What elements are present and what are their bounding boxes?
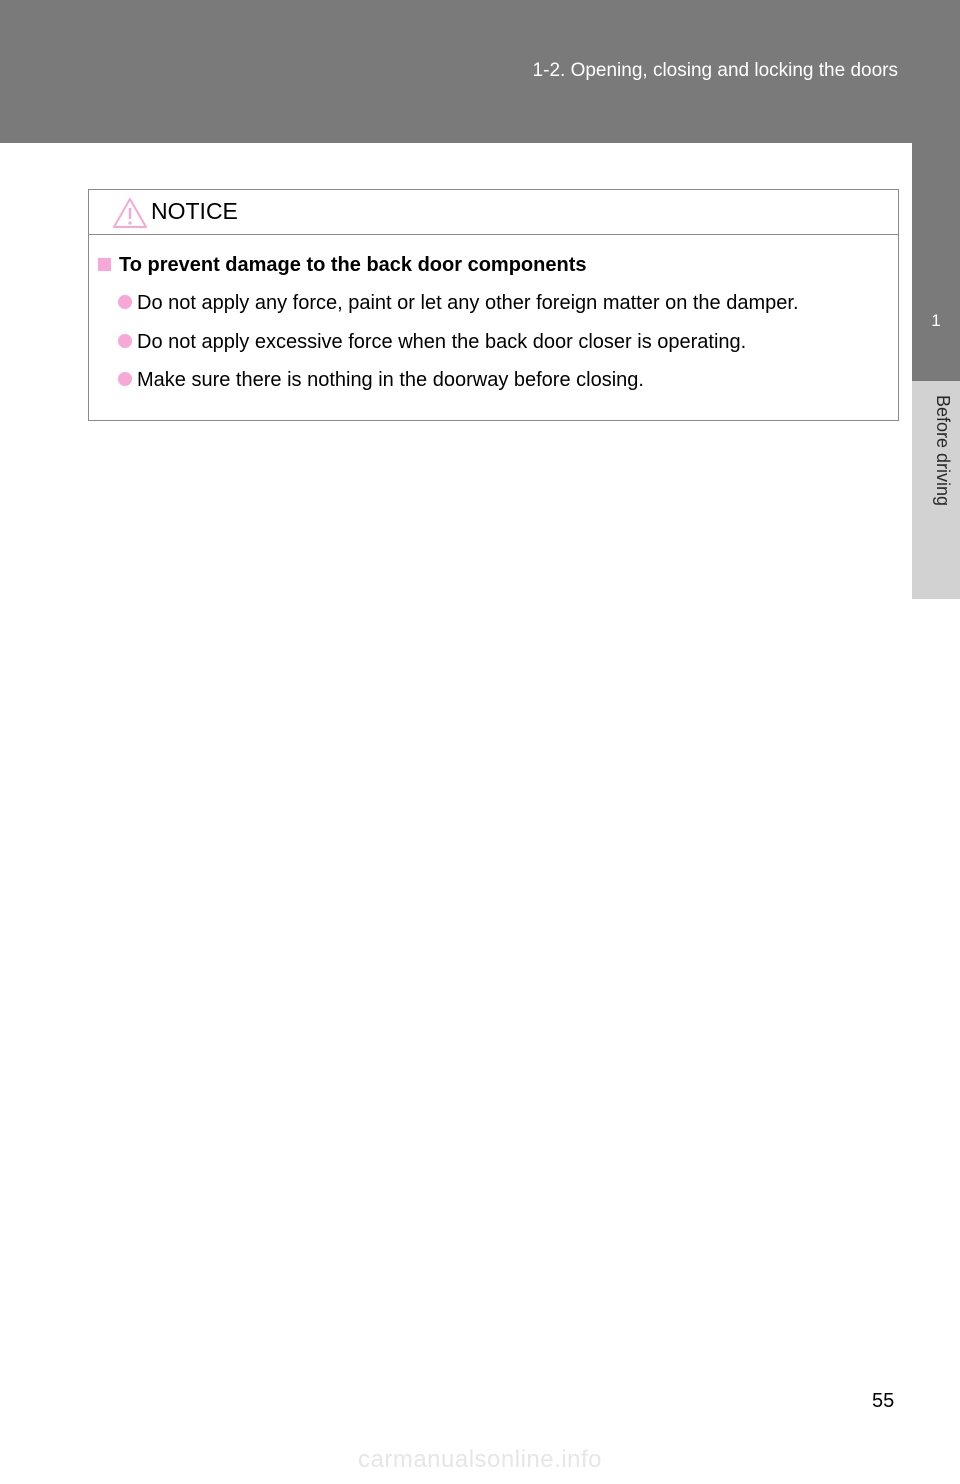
list-item-text: Make sure there is nothing in the doorway before closing. [137,369,644,391]
square-bullet-icon [98,258,111,271]
notice-box [88,189,899,421]
chapter-number: 1 [931,311,941,330]
bullet-dot-icon [118,372,132,386]
list-item [118,331,746,354]
warning-triangle-icon [112,197,148,229]
list-item [118,292,799,315]
bullet-dot-icon [118,295,132,309]
page-number: 55 [872,1390,895,1412]
chapter-tab [912,143,960,381]
notice-heading-text: To prevent damage to the back door components [119,254,587,276]
bullet-dot-icon [118,334,132,348]
watermark: carmanualsonline.info [358,1446,602,1473]
notice-heading [98,254,586,277]
list-item-text: Do not apply any force, paint or let any other foreign matter on the damper. [137,292,799,314]
list-item-text: Do not apply excessive force when the back door closer is operating. [137,331,747,353]
section-title: 1-2. Opening, closing and locking the doors [532,60,898,81]
header-bar [0,0,960,143]
list-item [118,369,644,392]
notice-header [89,190,898,235]
notice-title: NOTICE [151,198,238,224]
chapter-label: Before driving [933,395,953,507]
